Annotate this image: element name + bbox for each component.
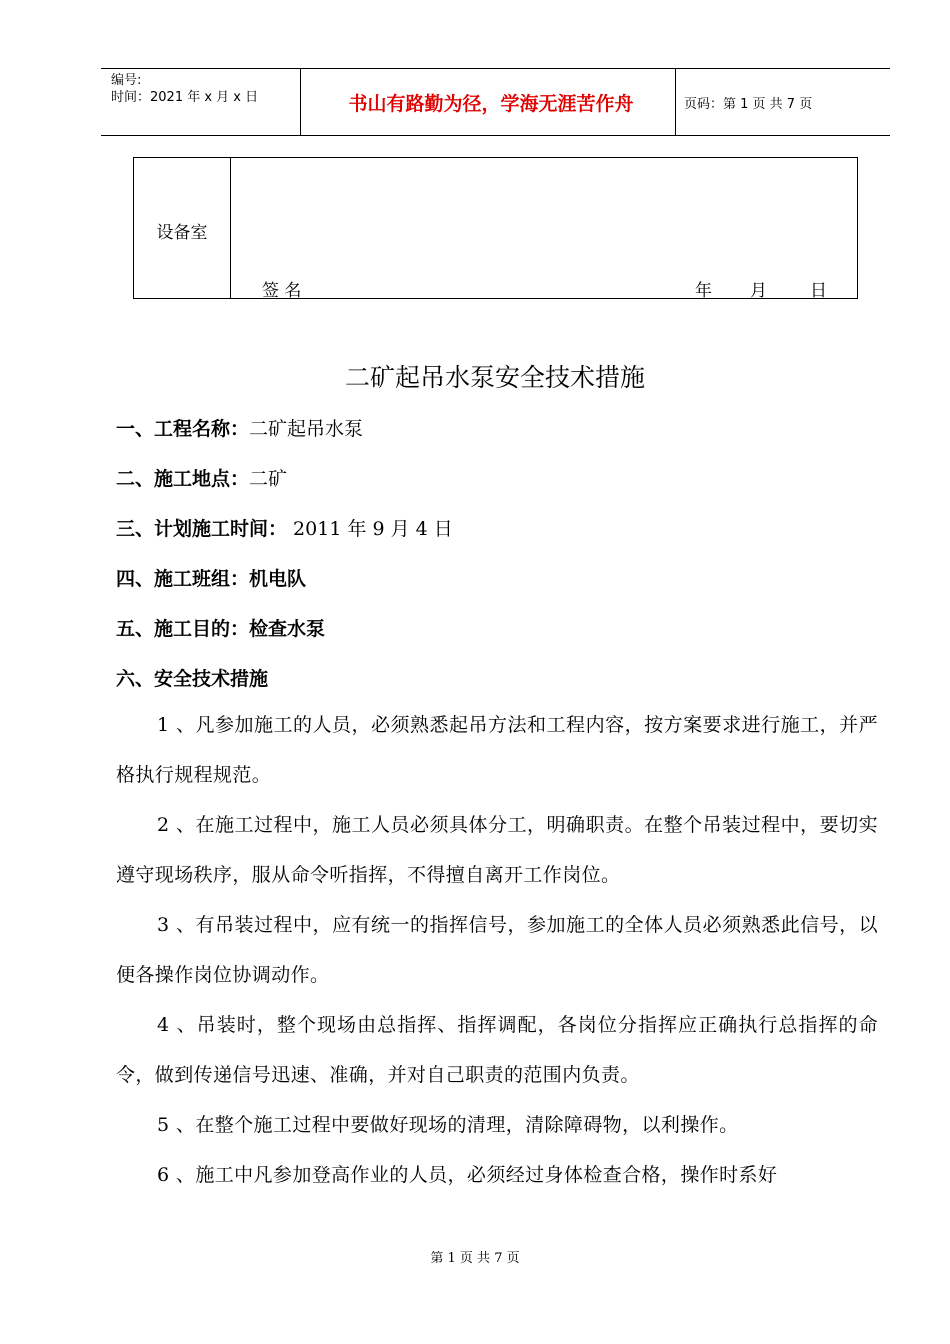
paragraph-5: 5 、在整个施工过程中要做好现场的清理，清除障碍物，以利操作。 [157, 1114, 739, 1136]
paragraph-6: 6 、施工中凡参加登高作业的人员，必须经过身体检查合格，操作时系好 [157, 1164, 778, 1186]
paragraph-3: 3 、有吊装过程中，应有统一的指挥信号，参加施工的全体人员必须熟悉此信号，以便各操作岗位协调动作。 [116, 914, 878, 986]
item-label: 六、安全技术措施 [116, 668, 269, 690]
item-project-name [116, 414, 363, 441]
sign-label: 签 名 [262, 281, 302, 301]
item-value: 二矿起吊水泵 [249, 418, 364, 440]
item-location [116, 464, 287, 491]
year-label: 年 [695, 281, 712, 301]
item-value: 二矿 [249, 468, 288, 490]
number-label: 编号: [111, 73, 142, 88]
header-meta [101, 69, 301, 135]
room-label: 设备室 [156, 223, 208, 243]
paragraph-1: 1 、凡参加施工的人员，必须熟悉起吊方法和工程内容，按方案要求进行施工，并严格执行规程规范。 [116, 714, 878, 786]
day-label: 日 [810, 281, 827, 301]
month-label: 月 [750, 281, 767, 301]
item-schedule [116, 514, 453, 541]
header-page-info: 页码：第 1 页 共 7 页 [684, 96, 813, 112]
item-label: 一、工程名称： [116, 418, 250, 440]
page-footer: 第 1 页 共 7 页 [430, 1251, 520, 1266]
item-purpose [116, 614, 325, 641]
item-label: 二、施工地点： [116, 468, 250, 490]
item-value: 2011 年 9 月 4 日 [287, 518, 453, 540]
item-label: 五、施工目的：检查水泵 [116, 618, 326, 640]
paragraph-2: 2 、在施工过程中，施工人员必须具体分工，明确职责。在整个吊装过程中，要切实遵守现场秩序，服从命令听指挥，不得擅自离开工作岗位。 [116, 814, 878, 886]
item-label: 三、计划施工时间： [116, 518, 288, 540]
signature-table [133, 157, 858, 299]
time-label: 时间：2021 年 x 月 x 日 [111, 90, 259, 105]
page-header [101, 68, 890, 136]
item-label: 四、施工班组：机电队 [116, 568, 307, 590]
paragraph-4: 4 、吊装时，整个现场由总指挥、指挥调配，各岗位分指挥应正确执行总指挥的命令，做到传递信号迅速、准确，并对自己职责的范围内负责。 [116, 1014, 878, 1086]
table-divider [230, 158, 231, 298]
document-title: 二矿起吊水泵安全技术措施 [344, 363, 645, 392]
item-safety-heading [116, 664, 268, 691]
header-motto: 书山有路勤为径，学海无涯苦作舟 [301, 69, 676, 135]
item-team [116, 564, 306, 591]
